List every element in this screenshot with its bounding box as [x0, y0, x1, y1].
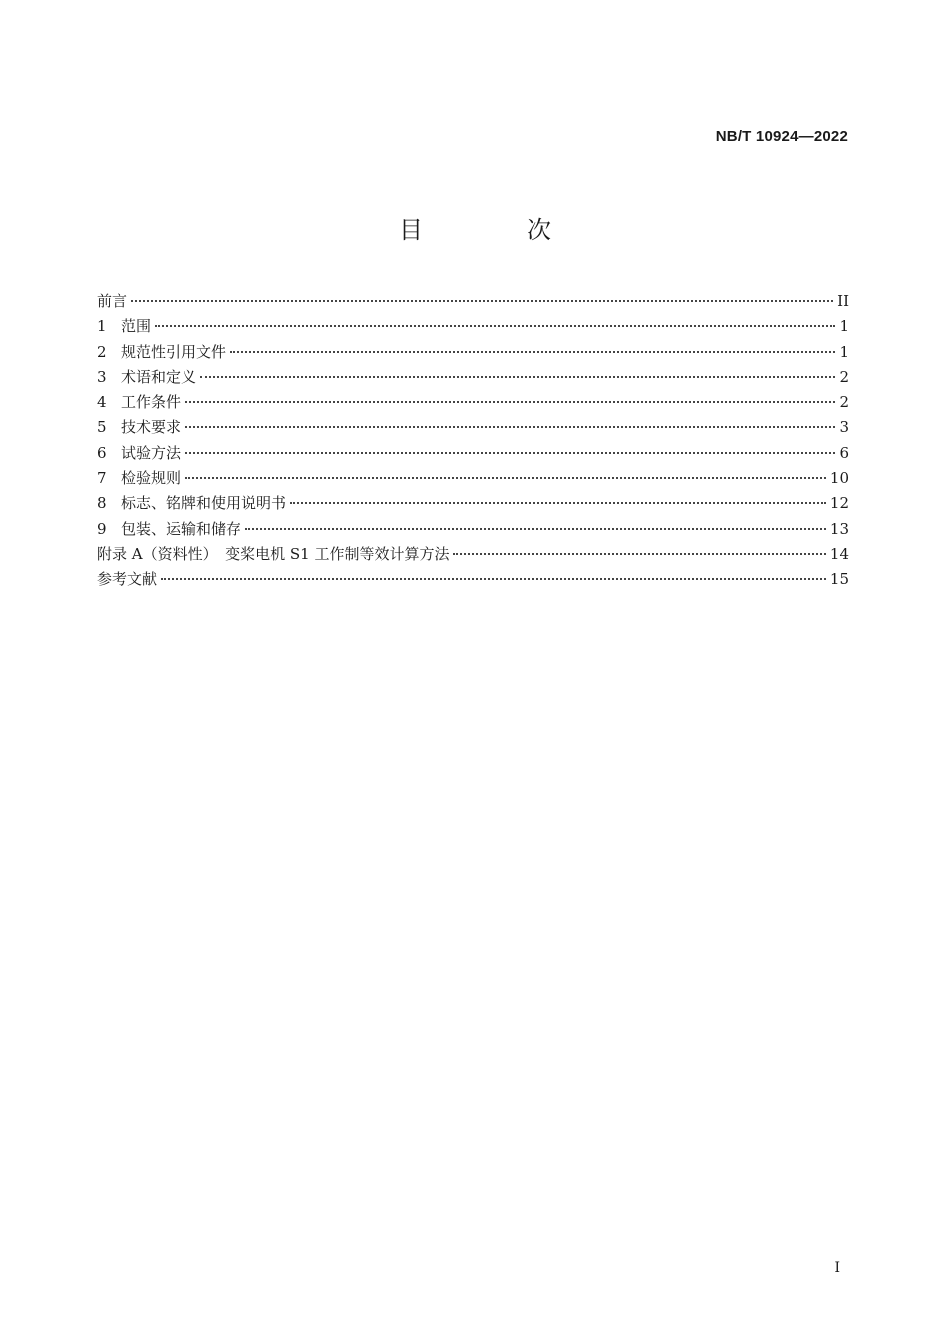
- toc-page-number: 6: [839, 443, 849, 462]
- toc-entry-5[interactable]: [97, 417, 849, 442]
- toc-label: 试验方法: [121, 443, 182, 462]
- toc-entry-6[interactable]: [97, 443, 849, 468]
- toc-label: 术语和定义: [121, 367, 197, 386]
- toc-page-number: 1: [839, 342, 849, 361]
- toc-label: 包装、运输和储存: [121, 519, 242, 538]
- toc-label: 前言: [97, 292, 128, 310]
- toc-section-number: 5: [97, 418, 107, 437]
- toc-entry-foreword[interactable]: [97, 291, 849, 316]
- toc-entry-9[interactable]: [97, 519, 849, 544]
- toc-entry-7[interactable]: [97, 468, 849, 493]
- toc-entry-4[interactable]: [97, 392, 849, 417]
- table-of-contents: [97, 291, 849, 595]
- toc-leader-dots: [185, 476, 826, 479]
- toc-entry-annex-a[interactable]: [97, 544, 849, 569]
- toc-page-number: 12: [829, 494, 849, 513]
- toc-page-number: II: [837, 292, 849, 310]
- toc-entry-2[interactable]: [97, 342, 849, 367]
- toc-page-number: 2: [839, 393, 849, 412]
- toc-leader-dots: [290, 501, 826, 504]
- toc-label: 检验规则: [121, 469, 182, 488]
- toc-entry-1[interactable]: [97, 316, 849, 341]
- toc-page-number: 1: [839, 317, 849, 336]
- toc-leader-dots: [185, 425, 835, 428]
- toc-label: 标志、铭牌和使用说明书: [121, 494, 287, 513]
- toc-section-number: 6: [97, 443, 107, 462]
- toc-section-number: 2: [97, 342, 107, 361]
- toc-section-number: 8: [97, 494, 107, 513]
- toc-label: 参考文献: [97, 570, 158, 589]
- page-title: 目 次: [399, 216, 591, 244]
- toc-label: 规范性引用文件: [121, 342, 227, 361]
- toc-section-number: 9: [97, 519, 107, 538]
- toc-label: 附录 A（资料性） 变桨电机 S1 工作制等效计算方法: [97, 544, 450, 563]
- toc-page-number: 2: [839, 367, 849, 386]
- toc-leader-dots: [131, 299, 833, 302]
- toc-label: 技术要求: [121, 418, 182, 437]
- toc-leader-dots: [161, 577, 826, 580]
- toc-page-number: 14: [829, 544, 849, 563]
- toc-section-number: 3: [97, 367, 107, 386]
- toc-label: 工作条件: [121, 393, 182, 412]
- toc-leader-dots: [245, 527, 826, 530]
- toc-section-number: 1: [97, 317, 107, 336]
- toc-leader-dots: [200, 375, 835, 378]
- standard-code: NB/T 10924—2022: [715, 128, 848, 145]
- toc-leader-dots: [453, 552, 825, 555]
- toc-page-number: 13: [829, 519, 849, 538]
- toc-leader-dots: [155, 324, 835, 327]
- toc-leader-dots: [185, 400, 835, 403]
- toc-page-number: 3: [839, 418, 849, 437]
- toc-entry-3[interactable]: [97, 367, 849, 392]
- toc-label: 范围: [121, 317, 152, 336]
- page-number: I: [834, 1260, 840, 1276]
- toc-entry-8[interactable]: [97, 493, 849, 518]
- toc-section-number: 4: [97, 393, 107, 412]
- toc-page-number: 10: [829, 469, 849, 488]
- toc-section-number: 7: [97, 469, 107, 488]
- toc-leader-dots: [230, 350, 835, 353]
- toc-entry-bibliography[interactable]: [97, 569, 849, 594]
- toc-leader-dots: [185, 451, 835, 454]
- toc-page-number: 15: [829, 570, 849, 589]
